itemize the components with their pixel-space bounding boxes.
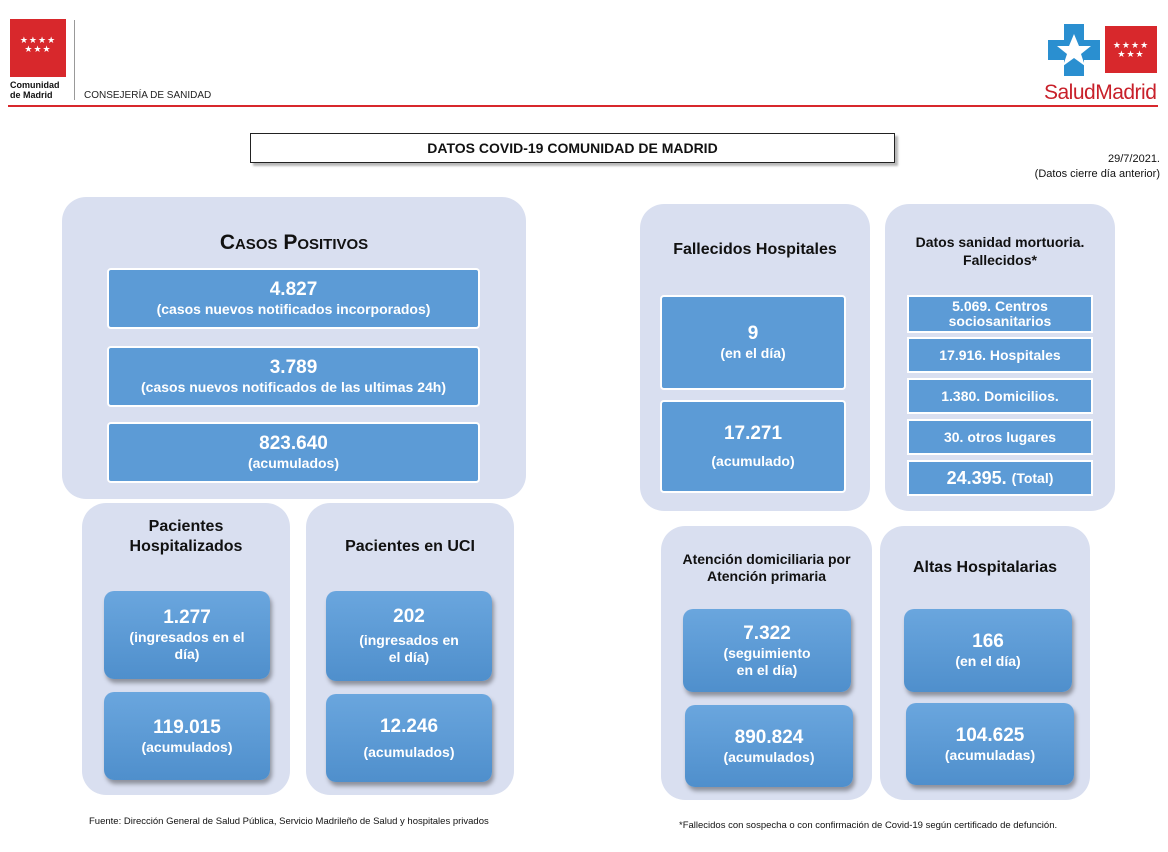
atencion-day-label: (seguimiento en el día) bbox=[723, 644, 811, 678]
death-footnote: *Fallecidos con sospecha o con confirmación de Covid-19 según certificado de defunción. bbox=[679, 820, 1058, 831]
casos-item-1-label: (casos nuevos notificados incorporados) bbox=[156, 301, 431, 317]
comunidad-madrid-flag-logo bbox=[10, 19, 66, 77]
mortuoria-item-4: 30. otros lugares bbox=[907, 419, 1093, 455]
casos-item-1 bbox=[107, 268, 480, 329]
casos-positivos-title: Casos Positivos bbox=[219, 231, 369, 254]
report-date bbox=[1035, 152, 1160, 182]
atencion-day-value: 7.322 bbox=[743, 622, 791, 644]
header-divider bbox=[74, 20, 75, 100]
mortuoria-item-1: 5.069. Centros sociosanitarios bbox=[907, 295, 1093, 333]
header-rule bbox=[8, 105, 1158, 107]
source-footnote: Fuente: Dirección General de Salud Pública, Servicio Madrileño de Salud y hospitales privados bbox=[89, 816, 489, 827]
hospitalizados-acc-value: 119.015 bbox=[153, 716, 221, 738]
casos-positivos-panel bbox=[62, 197, 526, 499]
fallecidos-acc-box bbox=[660, 400, 846, 493]
mortuoria-item-2: 17.916. Hospitales bbox=[907, 337, 1093, 373]
altas-day-box bbox=[904, 609, 1072, 692]
stars-icon: ★★★★ ★★★ bbox=[1112, 41, 1150, 60]
page-title: DATOS COVID-19 COMUNIDAD DE MADRID bbox=[250, 133, 895, 163]
uci-acc-label: (acumulados) bbox=[363, 743, 455, 760]
hospitalizados-day-value: 1.277 bbox=[163, 607, 211, 628]
uci-day-label: (ingresados en el día) bbox=[359, 632, 459, 665]
salud-madrid-brand: SaludMadrid bbox=[1044, 81, 1157, 104]
hospitalizados-title: Pacientes Hospitalizados bbox=[129, 518, 243, 555]
atencion-domiciliaria-title: Atención domiciliaria por Atención primaria bbox=[682, 551, 851, 584]
date-note: (Datos cierre día anterior) bbox=[1034, 168, 1160, 180]
hospitalizados-panel bbox=[82, 503, 290, 795]
mortuoria-total-value: 24.395. bbox=[946, 467, 1007, 488]
fallecidos-hospitales-panel bbox=[640, 204, 870, 511]
uci-acc-value: 12.246 bbox=[379, 715, 439, 737]
hospitalizados-acc-label: (acumulados) bbox=[141, 738, 233, 755]
fallecidos-acc-label: (acumulado) bbox=[711, 453, 795, 469]
atencion-acc-label: (acumulados) bbox=[723, 748, 815, 765]
fallecidos-day-label: (en el día) bbox=[720, 345, 786, 361]
uci-title: Pacientes en UCI bbox=[345, 538, 475, 555]
uci-day-value: 202 bbox=[393, 606, 425, 627]
altas-acc-value: 104.625 bbox=[955, 724, 1025, 746]
fallecidos-day-value: 9 bbox=[747, 323, 759, 344]
mortuoria-total bbox=[907, 460, 1093, 496]
logo-text bbox=[10, 80, 60, 100]
altas-day-value: 166 bbox=[972, 631, 1004, 652]
hospitalizados-acc-box bbox=[104, 692, 270, 780]
salud-madrid-flag bbox=[1105, 26, 1157, 73]
altas-panel bbox=[880, 526, 1090, 800]
logo-line1: Comunidad bbox=[10, 80, 60, 90]
altas-day-label: (en el día) bbox=[955, 653, 1021, 669]
mortuoria-title: Datos sanidad mortuoria. Fallecidos* bbox=[915, 234, 1085, 268]
uci-panel bbox=[306, 503, 514, 795]
fallecidos-day-box bbox=[660, 295, 846, 390]
atencion-acc-value: 890.824 bbox=[734, 726, 804, 748]
date-value: 29/7/2021. bbox=[1108, 153, 1160, 165]
casos-item-1-value: 4.827 bbox=[269, 279, 318, 300]
mortuoria-panel bbox=[885, 204, 1115, 511]
altas-title: Altas Hospitalarias bbox=[912, 559, 1058, 576]
casos-item-3 bbox=[107, 422, 480, 483]
casos-item-2 bbox=[107, 346, 480, 407]
logo-line2: de Madrid bbox=[10, 90, 53, 100]
casos-item-3-value: 823.640 bbox=[259, 433, 328, 454]
uci-day-box bbox=[326, 591, 492, 681]
casos-item-3-label: (acumulados) bbox=[247, 455, 339, 471]
hospitalizados-day-label: (ingresados en el día) bbox=[129, 629, 245, 662]
fallecidos-acc-value: 17.271 bbox=[723, 423, 783, 444]
mortuoria-item-3: 1.380. Domicilios. bbox=[907, 378, 1093, 414]
atencion-domiciliaria-panel bbox=[661, 526, 872, 800]
stars-icon: ★★★★ ★★★ bbox=[19, 36, 57, 55]
department-name: CONSEJERÍA DE SANIDAD bbox=[84, 90, 212, 101]
casos-item-2-value: 3.789 bbox=[269, 357, 318, 378]
hospitalizados-day-box bbox=[104, 591, 270, 679]
fallecidos-hospitales-title: Fallecidos Hospitales bbox=[673, 241, 837, 258]
atencion-acc-box bbox=[685, 705, 853, 787]
salud-madrid-cross-icon bbox=[1046, 22, 1102, 78]
uci-acc-box bbox=[326, 694, 492, 782]
casos-item-2-label: (casos nuevos notificados de las ultimas 24h) bbox=[141, 379, 446, 395]
altas-acc-box bbox=[906, 703, 1074, 785]
atencion-day-box bbox=[683, 609, 851, 692]
altas-acc-label: (acumuladas) bbox=[944, 746, 1036, 763]
mortuoria-total-label: (Total) bbox=[1011, 469, 1054, 486]
